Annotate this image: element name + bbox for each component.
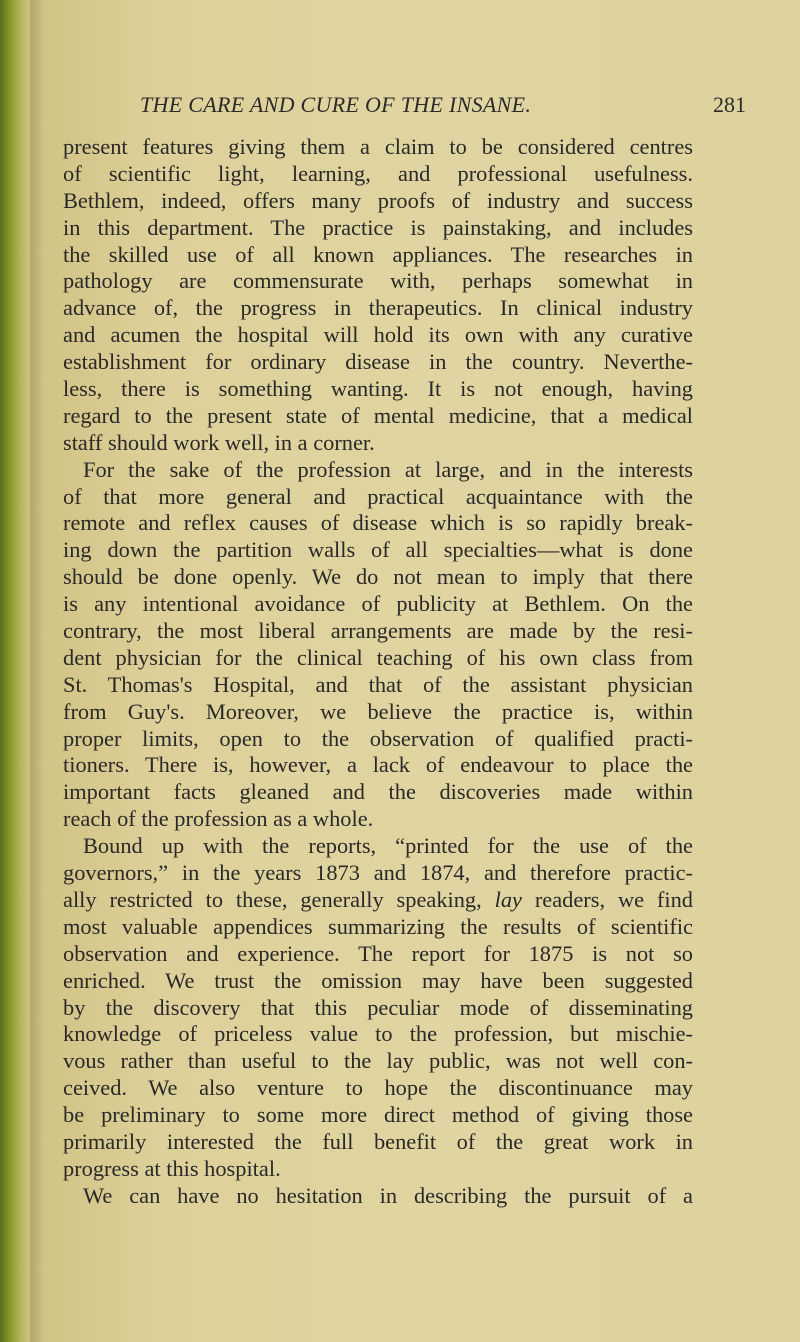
text-line: governors,” in the years 1873 and 1874, and therefore practic- [63, 860, 693, 886]
text-line: dent physician for the clinical teaching of his own class from [63, 644, 693, 670]
text-line: is any intentional avoidance of publicity at Bethlem. On the [63, 591, 693, 617]
paragraph-start-line: Bound up with the reports, “printed for the use of the [83, 833, 693, 859]
text-line: of that more general and practical acquaintance with the [63, 483, 693, 509]
text-line: should be done openly. We do not mean to imply that there [63, 564, 693, 590]
text-line-with-italic [63, 887, 693, 914]
text-line: less, there is something wanting. It is not enough, having [63, 376, 693, 402]
text-line: proper limits, open to the observation of qualified practi- [63, 725, 693, 751]
text-line: ing down the partition walls of all specialties—what is done [63, 537, 693, 563]
text-line: of scientific light, learning, and professional usefulness. [63, 160, 693, 186]
running-head-title: THE CARE AND CURE OF THE INSANE. [140, 92, 532, 117]
text-line: knowledge of priceless value to the profession, but mischie- [63, 1021, 693, 1047]
text-line: establishment for ordinary disease in the country. Neverthe- [63, 349, 693, 375]
text-line: advance of, the progress in therapeutics. In clinical industry [63, 295, 693, 321]
text-fragment: readers, we find [534, 886, 693, 912]
text-line: in this department. The practice is painstaking, and includes [63, 214, 693, 240]
italic-word: lay [494, 886, 522, 912]
paragraph-start-line: For the sake of the profession at large, and in the interests [83, 456, 693, 482]
text-line: ceived. We also venture to hope the discontinuance may [63, 1075, 693, 1101]
text-line: and acumen the hospital will hold its own with any curative [63, 322, 693, 348]
text-line: regard to the present state of mental medicine, that a medical [63, 402, 693, 428]
book-binding-edge [0, 0, 30, 1342]
text-line: most valuable appendices summarizing the results of scientific [63, 913, 693, 939]
text-fragment: ally restricted to these, generally speaking, [63, 886, 482, 912]
text-line: tioners. There is, however, a lack of endeavour to place the [63, 752, 693, 778]
gutter-shadow [30, 0, 44, 1342]
text-line: vous rather than useful to the lay public, was not well con- [63, 1048, 693, 1074]
text-line: staff should work well, in a corner. [63, 429, 375, 455]
text-line: remote and reflex causes of disease which is so rapidly break- [63, 510, 693, 536]
text-line: present features giving them a claim to be considered centres [63, 134, 693, 159]
text-line: enriched. We trust the omission may have been suggested [63, 967, 693, 993]
text-line: progress at this hospital. [63, 1155, 281, 1181]
text-line: Bethlem, indeed, offers many proofs of industry and success [63, 187, 693, 213]
text-line: pathology are commensurate with, perhaps somewhat in [63, 268, 693, 294]
text-line: be preliminary to some more direct method of giving those [63, 1102, 693, 1128]
text-line: from Guy's. Moreover, we believe the practice is, within [63, 698, 693, 724]
text-line: reach of the profession as a whole. [63, 806, 374, 832]
text-line: contrary, the most liberal arrangements are made by the resi- [63, 618, 693, 644]
text-line: primarily interested the full benefit of the great work in [63, 1128, 693, 1154]
paragraph-start-line: We can have no hesitation in describing the pursuit of a [83, 1182, 693, 1208]
text-line: the skilled use of all known appliances. The researches in [63, 241, 693, 267]
text-line: important facts gleaned and the discoveries made within [63, 779, 693, 805]
page-number: 281 [713, 92, 746, 117]
text-line: by the discovery that this peculiar mode of disseminating [63, 994, 693, 1020]
text-line: observation and experience. The report for 1875 is not so [63, 940, 693, 966]
text-line: St. Thomas's Hospital, and that of the assistant physician [63, 671, 693, 697]
body-text [63, 134, 693, 1210]
